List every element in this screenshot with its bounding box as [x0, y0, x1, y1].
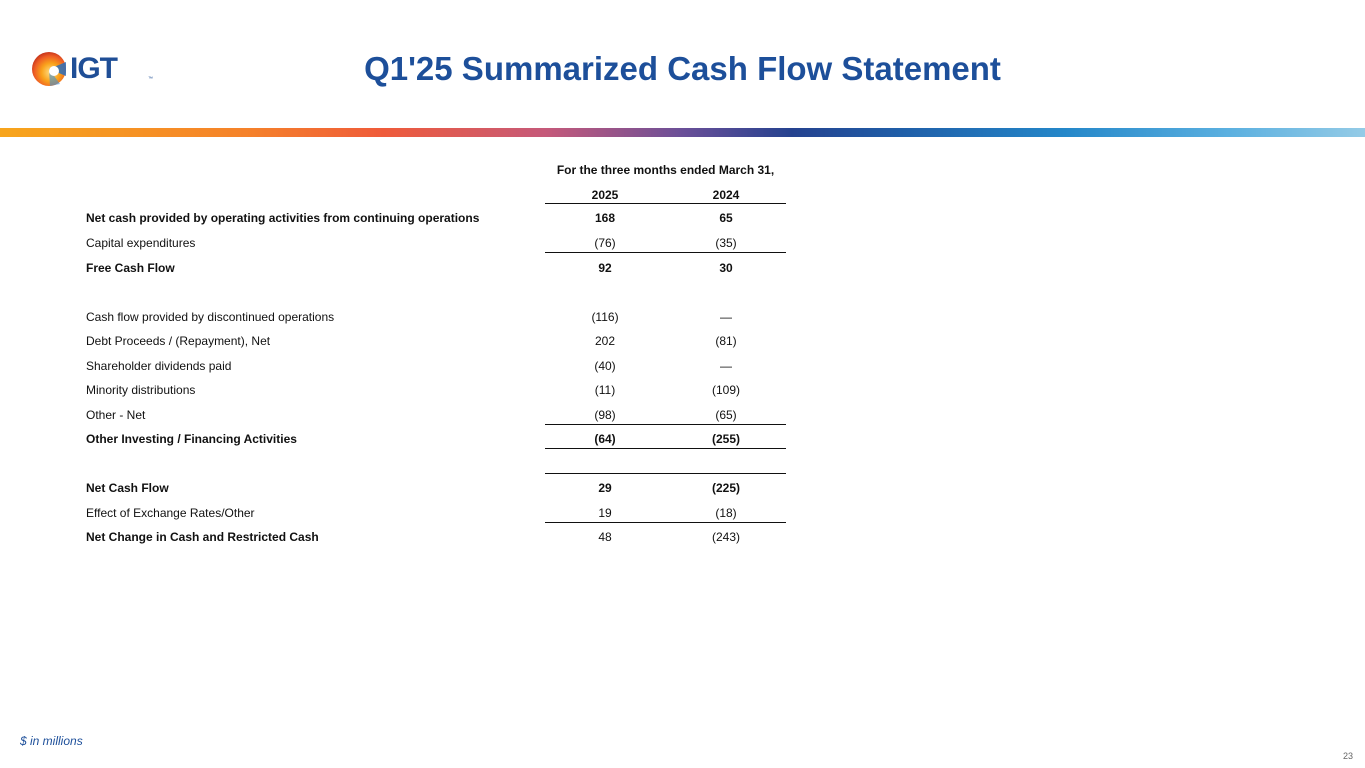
- year-header-2024: 2024: [712, 188, 740, 202]
- row-label: Net Change in Cash and Restricted Cash: [86, 530, 319, 544]
- subtotal-rule-capex: [545, 252, 786, 253]
- header-rule: [545, 203, 786, 204]
- units-footnote: $ in millions: [20, 734, 83, 748]
- value-2025: 168: [594, 211, 616, 225]
- value-2025: (98): [594, 408, 616, 422]
- row-label: Net Cash Flow: [86, 481, 169, 495]
- value-2025: (11): [594, 383, 616, 397]
- value-2024: —: [720, 359, 732, 373]
- value-2024: 65: [719, 211, 733, 225]
- value-2024: (243): [711, 530, 740, 544]
- row-label: Free Cash Flow: [86, 261, 175, 275]
- row-label: Cash flow provided by discontinued operations: [86, 310, 335, 324]
- row-label: Other - Net: [86, 408, 146, 422]
- row-label: Minority distributions: [86, 383, 196, 397]
- logo-wordmark: IGT: [70, 52, 117, 85]
- spacer-rule: [545, 473, 786, 474]
- value-2025: 48: [598, 530, 612, 544]
- total-rule-other-investing: [545, 448, 786, 449]
- year-header-2025: 2025: [591, 188, 619, 202]
- value-2025: (64): [594, 432, 616, 446]
- value-2024: (225): [711, 481, 740, 495]
- value-2025: 202: [594, 334, 616, 348]
- value-2024: (18): [715, 506, 737, 520]
- value-2025: (76): [594, 236, 616, 250]
- row-label: Effect of Exchange Rates/Other: [86, 506, 255, 520]
- value-2025: 29: [598, 481, 612, 495]
- value-2025: (40): [594, 359, 616, 373]
- value-2024: (109): [711, 383, 740, 397]
- value-2024: (81): [715, 334, 737, 348]
- value-2024: (65): [715, 408, 737, 422]
- subtotal-rule-exchange: [545, 522, 786, 523]
- logo-trademark: ™: [148, 76, 153, 82]
- value-2025: (116): [591, 310, 619, 324]
- value-2025: 92: [598, 261, 612, 275]
- row-label: Shareholder dividends paid: [86, 359, 232, 373]
- value-2024: (255): [711, 432, 740, 446]
- row-label: Other Investing / Financing Activities: [86, 432, 297, 446]
- page-title: Q1'25 Summarized Cash Flow Statement: [364, 50, 1001, 87]
- row-label: Net cash provided by operating activities from continuing operations: [86, 211, 480, 225]
- period-header: For the three months ended March 31,: [556, 163, 775, 177]
- value-2025: 19: [598, 506, 612, 520]
- value-2024: 30: [719, 261, 733, 275]
- subtotal-rule-other-net: [545, 424, 786, 425]
- page-number: 23: [1342, 751, 1353, 761]
- row-label: Capital expenditures: [86, 236, 196, 250]
- brand-gradient-stripe: [0, 128, 1365, 137]
- value-2024: (35): [715, 236, 737, 250]
- value-2024: —: [720, 310, 732, 324]
- row-label: Debt Proceeds / (Repayment), Net: [86, 334, 271, 348]
